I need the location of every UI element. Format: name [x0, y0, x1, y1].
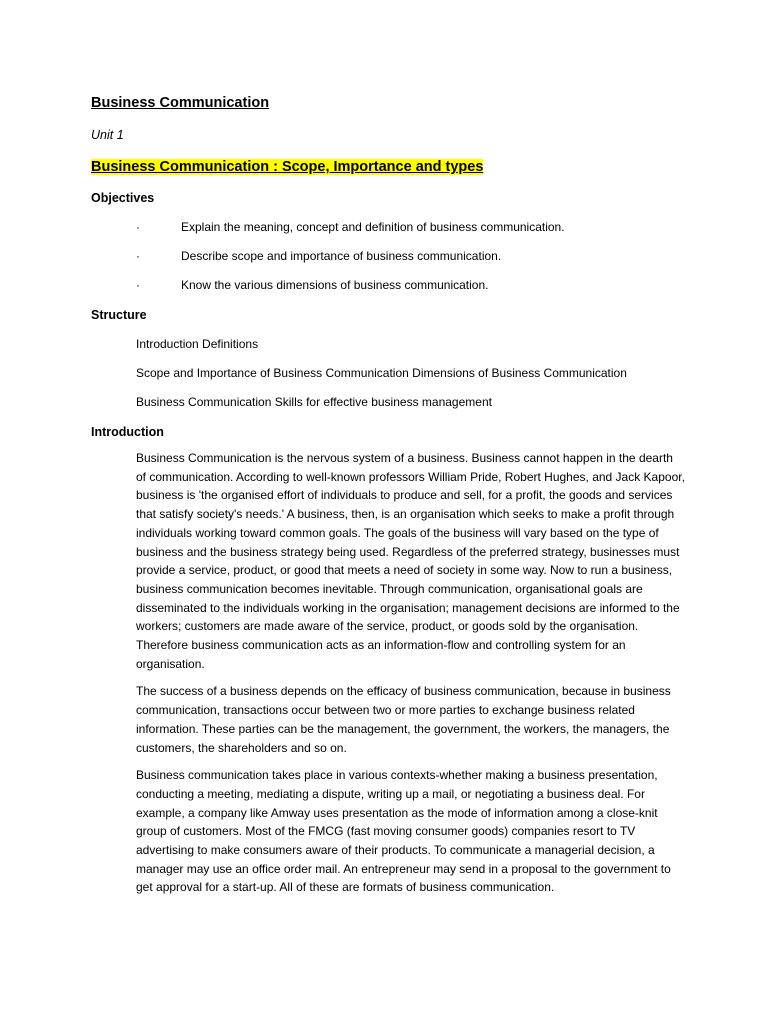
structure-item: Introduction Definitions	[136, 337, 259, 351]
introduction-paragraph: Business communication takes place in various contexts-whether making a business presentation, conducting a meeting, mediating a dispute, writing up a mail, or negotiating a business deal. For example, a company like Amway uses presentation as the mode of information among a close-knit group of customers. Most of the FMCG (fast moving consumer goods) companies resort to TV advertising to make consumers aware of their products. To communicate a managerial decision, a manager may use an office order mail. An entrepreneur may send in a proposal to the government to get approval for a start-up. All of these are formats of business communication.	[136, 768, 671, 895]
bullet-icon: ·	[136, 278, 140, 292]
structure-item: Scope and Importance of Business Communication Dimensions of Business Communication	[136, 366, 627, 380]
objective-text: Explain the meaning, concept and definition of business communication.	[181, 220, 565, 234]
bullet-icon: ·	[136, 220, 140, 234]
bullet-icon: ·	[136, 249, 140, 263]
structure-list	[91, 336, 708, 410]
objectives-heading: Objectives	[91, 191, 155, 205]
introduction-paragraph: The success of a business depends on the efficacy of business communication, because in business communication, transactions occur between two or more parties to exchange business related information. These parties can be the management, the government, the workers, the managers, the customers, the shareholders and so on.	[136, 684, 671, 755]
objective-item	[91, 219, 708, 235]
unit-label: Unit 1	[91, 128, 124, 142]
introduction-heading: Introduction	[91, 425, 164, 439]
objective-item	[91, 277, 708, 293]
structure-heading: Structure	[91, 308, 147, 322]
structure-item: Business Communication Skills for effective business management	[136, 395, 492, 409]
document-title: Business Communication	[91, 95, 270, 111]
objective-item	[91, 248, 708, 264]
section-heading	[91, 157, 708, 177]
objective-text: Know the various dimensions of business communication.	[181, 278, 489, 292]
section-heading-text: Business Communication : Scope, Importance and types	[91, 159, 484, 175]
objectives-list	[91, 219, 708, 293]
introduction-paragraph: Business Communication is the nervous system of a business. Business cannot happen in the dearth of communication. According to well-known professors William Pride, Robert Hughes, and Jack Kapoor, business is 'the organised effort of individuals to produce and sell, for a profit, the goods and services that satisfy society's needs.' A business, then, is an organisation which seeks to make a profit through individuals working toward common goals. The goals of the business will vary based on the type of business and the business strategy being used. Regardless of the preferred strategy, businesses must provide a service, product, or good that meets a need of society in some way. Now to run a business, business communication becomes inevitable. Through communication, organisational goals are disseminated to the individuals working in the organisation; management decisions are informed to the workers; customers are made aware of the service, product, or goods sold by the organisation. Therefore business communication acts as an information-flow and controlling system for an organisation.	[136, 451, 685, 671]
objective-text: Describe scope and importance of business communication.	[181, 249, 502, 263]
